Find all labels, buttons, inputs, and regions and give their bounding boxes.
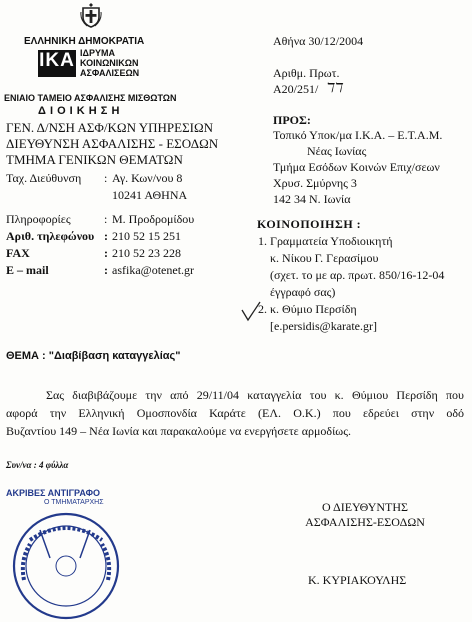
certified-copy-stamp-title: ΑΚΡΙΒΕΣ ΑΝΤΙΓΡΑΦΟ [6, 488, 100, 498]
fund-name: ΕΝΙΑΙΟ ΤΑΜΕΙΟ ΑΣΦΑΛΙΣΗΣ ΜΙΣΘΩΤΩΝ [4, 93, 177, 103]
contact-row-address: Ταχ. Διεύθυνση : Αγ. Κων/νου 8 [6, 171, 183, 185]
handwritten-mark-icon: ℸℸ [325, 80, 342, 95]
body-text: Σας διαβιβάζουμε την από 29/11/04 καταγγελία του κ. Θύμιου Περσίδη που αφορά την Ελληνική Ομοσπονδία Καράτε (ΕΛ. Ο.Κ.) που εδρεύει στην οδό Βυζαντίου 149 – Νέα Ιωνία και παρακαλούμε να ενεργήσετε αρμοδίως. [6, 388, 464, 438]
date-line: Αθήνα 30/12/2004 [273, 34, 364, 48]
administration-heading: Δ Ι Ο Ι Κ Η Σ Η [38, 105, 120, 117]
contact-row-phone: Αριθ. τηλεφώνου : 210 52 15 251 [6, 229, 181, 243]
signatory-title: Ο ΔΙΕΥΘΥΝΤΗΣ ΑΣΦΑΛΙΣΗΣ-ΕΣΟΔΩΝ [305, 500, 425, 529]
contact-row-info: Πληροφορίες : Μ. Προδρομίδου [6, 212, 195, 226]
official-seal-icon [10, 510, 122, 622]
contact-row-fax: FAX : 210 52 23 228 [6, 246, 181, 260]
cc-block: 1. Γραμματεία Υποδιοικητή κ. Νίκου Γ. Γερασίμου (σχετ. το με αρ. πρωτ. 850/16-12-04 έγγραφό σας) 2. κ. Θύμιο Περσίδη [e.persidis@karate.gr] [258, 234, 445, 333]
republic-heading: ΕΛΛΗΝΙΚΗ ΔΗΜΟΚΡΑΤΙΑ [24, 36, 145, 47]
checkmark-icon [240, 300, 262, 322]
attachments-note: Συν/να : 4 φύλλα [6, 460, 69, 470]
protocol-number: Α20/251/ [273, 82, 319, 96]
protocol-label: Αριθμ. Πρωτ. [273, 66, 340, 80]
certified-copy-stamp-subtitle: Ο ΤΜΗΜΑΤΑΡΧΗΣ [44, 499, 104, 506]
ika-logo: ΙΚΑ [38, 50, 76, 74]
directorate-block: ΓΕΝ. Δ/ΝΣΗ ΑΣΦ/ΚΩΝ ΥΠΗΡΕΣΙΩΝ ΔΙΕΥΘΥΝΣΗ ΑΣΦΑΛΙΣΗΣ - ΕΣΟΔΩΝ ΤΜΗΜΑ ΓΕΝΙΚΩΝ ΘΕΜΑΤΩΝ [6, 120, 219, 167]
to-heading: ΠΡΟΣ: [273, 113, 311, 127]
cc-heading: ΚΟΙΝΟΠΟΙΗΣΗ : [257, 217, 362, 231]
greek-emblem-icon [80, 2, 102, 28]
contact-table [6, 170, 246, 279]
recipient-block: Τοπικό Υποκ/μα Ι.Κ.Α. – Ε.Τ.Α.Μ. Νέας Ιωνίας Τμήμα Εσόδων Κοινών Επιχ/σεων Χρυσ. Σμύρνης 3 142 34 Ν. Ιωνία [273, 128, 443, 206]
subject-line: ΘΕΜΑ : "Διαβίβαση καταγγελίας" [6, 350, 181, 362]
signatory-name: Κ. ΚΥΡΙΑΚΟΥΛΗΣ [308, 573, 407, 587]
ika-logo-underline [38, 74, 76, 77]
contact-row-postcode: 10241 ΑΘΗΝΑ [112, 188, 188, 202]
contact-row-email: E – mail : asfika@otenet.gr [6, 263, 195, 277]
ika-logo-words: ΙΔΡΥΜΑ ΚΟΙΝΩΝΙΚΩΝ ΑΣΦΑΛΙΣΕΩΝ [80, 48, 140, 78]
